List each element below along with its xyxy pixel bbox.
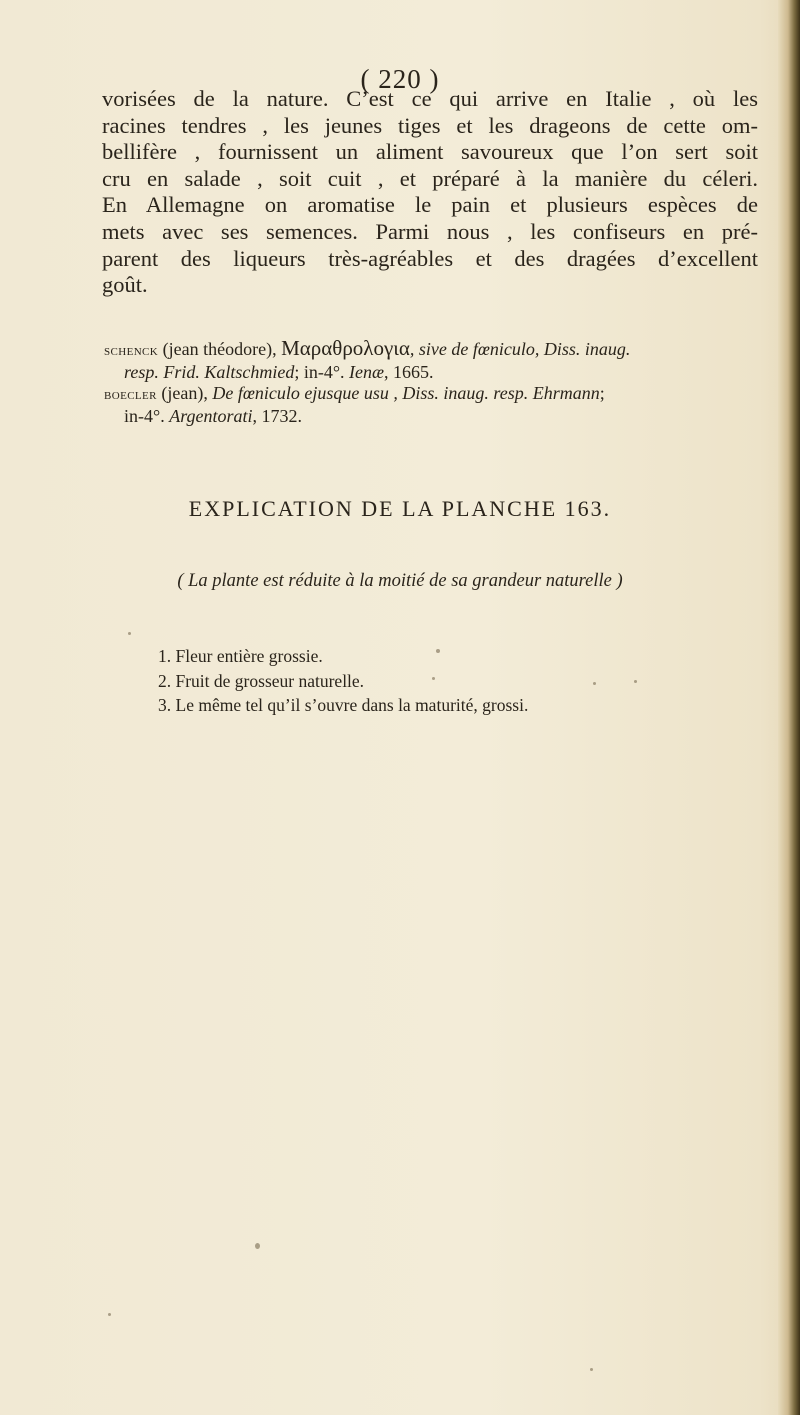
reference-format: ; in-4°. xyxy=(294,362,350,382)
reference-respondent: resp. Frid. Kaltschmied xyxy=(124,362,295,382)
bibliography xyxy=(104,338,764,427)
reference-separator: ; xyxy=(599,383,605,403)
body-line: goût. xyxy=(102,272,148,298)
plate-explanation-heading: EXPLICATION DE LA PLANCHE 163. xyxy=(188,496,612,521)
paper-speck xyxy=(108,1313,111,1316)
paper-speck xyxy=(590,1368,593,1371)
body-line: vorisées de la nature. C’est ce qui arrive en Italie , où les xyxy=(102,86,758,111)
page-edge-shadow xyxy=(778,0,800,1415)
reference-place: Argentorati xyxy=(169,406,253,426)
paper-speck xyxy=(593,682,596,685)
legend-item: 3. Le même tel qu’il s’ouvre dans la maturité, grossi. xyxy=(158,695,529,715)
reference-title: , sive de fœniculo, Diss. inaug. xyxy=(409,339,631,359)
legend-item: 1. Fleur entière grossie. xyxy=(158,646,323,666)
reference-continuation xyxy=(104,362,764,383)
reference-name: (jean), xyxy=(156,383,213,403)
body-line: mets avec ses semences. Parmi nous , les confiseurs en pré- xyxy=(102,218,758,244)
body-line: En Allemagne on aromatise le pain et plusieurs espèces de xyxy=(102,192,758,218)
paper-speck xyxy=(634,680,637,683)
reference-format: in-4°. xyxy=(124,406,170,426)
reference-year: , 1732. xyxy=(252,406,303,426)
reference-author: boecler xyxy=(104,387,157,403)
page-number: ( 220 ) xyxy=(360,64,440,94)
reference-place: Ienæ xyxy=(349,362,385,382)
body-paragraph xyxy=(102,86,758,299)
body-line: racines tendres , les jeunes tiges et les drageons de cette om- xyxy=(102,112,758,138)
reference-title: De fœniculo ejusque usu , Diss. inaug. resp. Ehrmann xyxy=(212,383,600,403)
paper-speck xyxy=(432,677,435,680)
body-line: parent des liqueurs très-agréables et des dragées d’excellent xyxy=(102,245,758,271)
paper-speck xyxy=(128,632,131,635)
reference-greek-title: Μαραθρολογια xyxy=(281,336,410,360)
reference-author: schenck xyxy=(104,343,159,359)
reference-entry xyxy=(104,383,764,406)
reference-year: , 1665. xyxy=(384,362,434,382)
reference-entry xyxy=(104,338,764,362)
reference-name: (jean théodore), xyxy=(158,339,282,359)
reference-continuation xyxy=(104,406,764,427)
scale-note: ( La plante est réduite à la moitié de sa grandeur naturelle ) xyxy=(177,571,623,591)
paper-speck xyxy=(436,649,440,653)
paper-speck xyxy=(255,1243,260,1249)
legend-item: 2. Fruit de grosseur naturelle. xyxy=(158,670,365,691)
body-line: cru en salade , soit cuit , et préparé à la manière du céleri. xyxy=(102,165,758,191)
body-line: bellifère , fournissent un aliment savoureux que l’on sert soit xyxy=(102,139,758,165)
